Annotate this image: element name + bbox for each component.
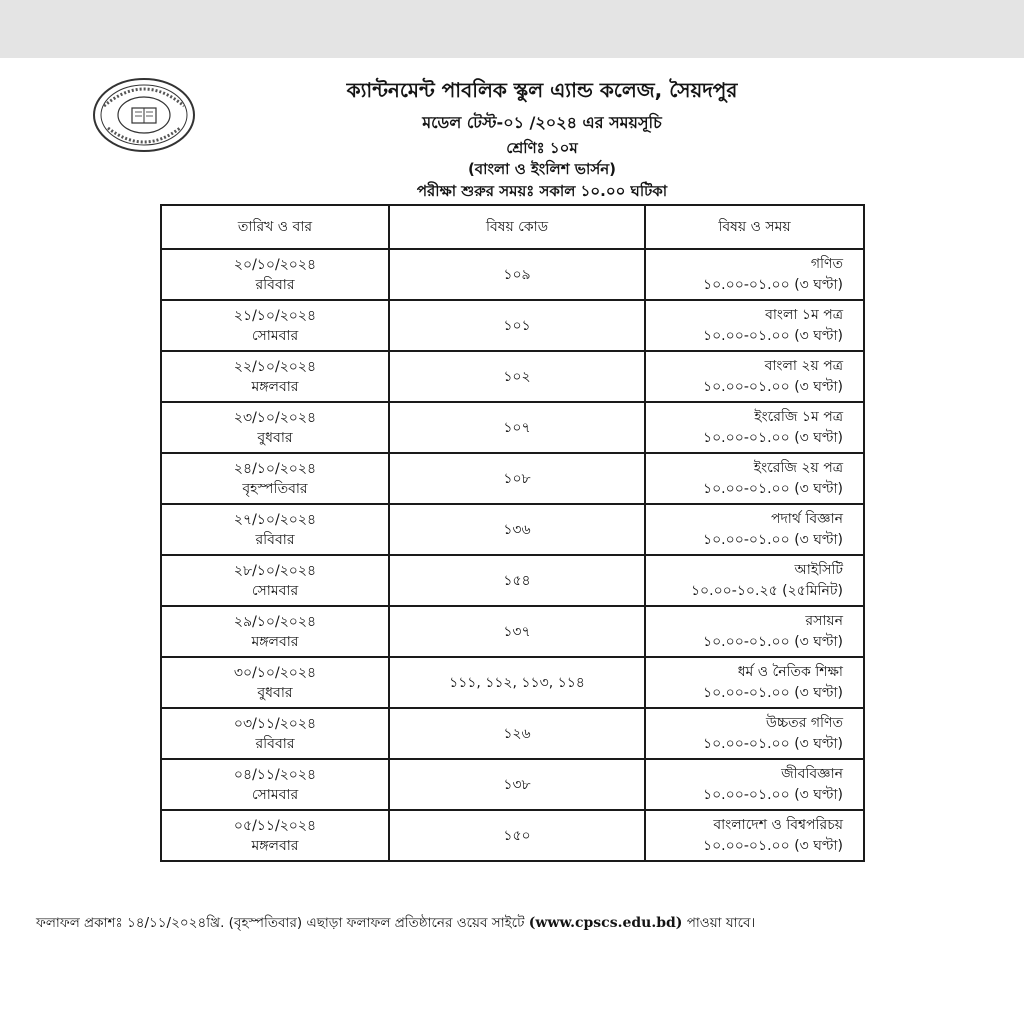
- exam-day: রবিবার: [255, 735, 295, 752]
- exam-day: মঙ্গলবার: [251, 633, 299, 650]
- column-header-date: তারিখ ও বার: [161, 205, 389, 249]
- date-cell: [161, 402, 389, 453]
- table-header-row: [161, 205, 864, 249]
- subject-name: জীববিজ্ঞান: [781, 765, 843, 782]
- date-cell: [161, 453, 389, 504]
- exam-duration: ১০.০০-১০.২৫ (২৫মিনিট): [690, 582, 843, 599]
- exam-date: ০৪/১১/২০২৪: [233, 766, 317, 783]
- exam-duration: ১০.০০-০১.০০ (৩ ঘণ্টা): [703, 276, 843, 293]
- subject-cell: [645, 249, 864, 300]
- subject-code: ১৩৭: [389, 606, 645, 657]
- table-row: [161, 351, 864, 402]
- footer-text-end: পাওয়া যাবে।: [682, 915, 756, 931]
- table-row: [161, 708, 864, 759]
- exam-duration: ১০.০০-০১.০০ (৩ ঘণ্টা): [703, 735, 843, 752]
- subject-cell: [645, 504, 864, 555]
- subject-cell: [645, 606, 864, 657]
- subject-cell: [645, 708, 864, 759]
- subject-code: ১২৬: [389, 708, 645, 759]
- exam-duration: ১০.০০-০১.০০ (৩ ঘণ্টা): [703, 633, 843, 650]
- subject-cell: [645, 351, 864, 402]
- table-row: [161, 249, 864, 300]
- table-row: [161, 504, 864, 555]
- subject-name: গণিত: [810, 255, 843, 272]
- exam-date: ২০/১০/২০২৪: [233, 256, 317, 273]
- subject-name: ইংরেজি ২য় পত্র: [753, 459, 843, 476]
- exam-duration: ১০.০০-০১.০০ (৩ ঘণ্টা): [703, 429, 843, 446]
- subject-name: উচ্চতর গণিত: [766, 714, 843, 731]
- table-row: [161, 657, 864, 708]
- subject-name: আইসিটি: [794, 561, 843, 578]
- exam-day: বুধবার: [257, 684, 293, 701]
- exam-day: সোমবার: [251, 582, 299, 599]
- date-cell: [161, 351, 389, 402]
- date-cell: [161, 657, 389, 708]
- subject-cell: [645, 453, 864, 504]
- table-row: [161, 300, 864, 351]
- version-label: (বাংলা ও ইংলিশ ভার্সন): [467, 160, 617, 178]
- subject-name: ধর্ম ও নৈতিক শিক্ষা: [737, 663, 843, 680]
- class-label: শ্রেণিঃ ১০ম: [506, 139, 578, 157]
- date-cell: [161, 759, 389, 810]
- exam-date: ২৩/১০/২০২৪: [233, 409, 317, 426]
- exam-day: রবিবার: [255, 531, 295, 548]
- table-row: [161, 759, 864, 810]
- date-cell: [161, 249, 389, 300]
- column-header-subject: বিষয় ও সময়: [645, 205, 864, 249]
- exam-duration: ১০.০০-০১.০০ (৩ ঘণ্টা): [703, 327, 843, 344]
- exam-schedule-table: [160, 204, 865, 862]
- table-row: [161, 555, 864, 606]
- exam-day: বুধবার: [257, 429, 293, 446]
- date-cell: [161, 708, 389, 759]
- table-row: [161, 606, 864, 657]
- subject-code: ১০৮: [389, 453, 645, 504]
- subject-name: বাংলা ২য় পত্র: [764, 357, 843, 374]
- table-row: [161, 402, 864, 453]
- date-cell: [161, 300, 389, 351]
- institution-title: ক্যান্টনমেন্ট পাবলিক স্কুল এ্যান্ড কলেজ, সৈয়দপুর: [346, 78, 738, 102]
- column-header-code: বিষয় কোড: [389, 205, 645, 249]
- exam-duration: ১০.০০-০১.০০ (৩ ঘণ্টা): [703, 531, 843, 548]
- exam-duration: ১০.০০-০১.০০ (৩ ঘণ্টা): [703, 378, 843, 395]
- exam-duration: ১০.০০-০১.০০ (৩ ঘণ্টা): [703, 786, 843, 803]
- date-cell: [161, 810, 389, 861]
- subject-cell: [645, 657, 864, 708]
- subject-name: ইংরেজি ১ম পত্র: [754, 408, 843, 425]
- subject-code: ১৩৮: [389, 759, 645, 810]
- footer-text: ফলাফল প্রকাশঃ ১৪/১১/২০২৪খ্রি. (বৃহস্পতিবার) এছাড়া ফলাফল প্রতিষ্ঠানের ওয়েব সাইটে: [36, 915, 529, 931]
- date-cell: [161, 504, 389, 555]
- exam-date: ০৩/১১/২০২৪: [233, 715, 317, 732]
- exam-date: ৩০/১০/২০২৪: [233, 664, 317, 681]
- subject-cell: [645, 759, 864, 810]
- subject-cell: [645, 555, 864, 606]
- subject-code: ১১১, ১১২, ১১৩, ১১৪: [389, 657, 645, 708]
- date-cell: [161, 555, 389, 606]
- subject-code: ১০৯: [389, 249, 645, 300]
- exam-date: ২৯/১০/২০২৪: [233, 613, 317, 630]
- exam-title: মডেল টেস্ট-০১ /২০২৪ এর সময়সূচি: [422, 113, 662, 132]
- subject-code: ১০২: [389, 351, 645, 402]
- subject-name: রসায়ন: [805, 612, 843, 629]
- date-cell: [161, 606, 389, 657]
- exam-day: মঙ্গলবার: [251, 378, 299, 395]
- result-publication-note: [36, 912, 996, 935]
- exam-day: বৃহস্পতিবার: [242, 480, 308, 497]
- subject-name: বাংলা ১ম পত্র: [765, 306, 843, 323]
- exam-duration: ১০.০০-০১.০০ (৩ ঘণ্টা): [703, 684, 843, 701]
- table-row: [161, 453, 864, 504]
- subject-code: ১৫০: [389, 810, 645, 861]
- exam-date: ২৮/১০/২০২৪: [233, 562, 317, 579]
- subject-code: ১০১: [389, 300, 645, 351]
- table-row: [161, 810, 864, 861]
- subject-cell: [645, 300, 864, 351]
- exam-start-time: পরীক্ষা শুরুর সময়ঃ সকাল ১০.০০ ঘটিকা: [416, 182, 668, 200]
- subject-name: পদার্থ বিজ্ঞান: [770, 510, 843, 527]
- exam-date: ২২/১০/২০২৪: [233, 358, 317, 375]
- exam-date: ২৪/১০/২০২৪: [233, 460, 317, 477]
- exam-day: সোমবার: [251, 327, 299, 344]
- exam-day: মঙ্গলবার: [251, 837, 299, 854]
- subject-code: ১৩৬: [389, 504, 645, 555]
- website-link[interactable]: (www.cpscs.edu.bd): [528, 915, 683, 931]
- exam-duration: ১০.০০-০১.০০ (৩ ঘণ্টা): [703, 480, 843, 497]
- subject-name: বাংলাদেশ ও বিশ্বপরিচয়: [713, 816, 843, 833]
- subject-cell: [645, 810, 864, 861]
- exam-day: সোমবার: [251, 786, 299, 803]
- subject-cell: [645, 402, 864, 453]
- exam-duration: ১০.০০-০১.০০ (৩ ঘণ্টা): [703, 837, 843, 854]
- exam-date: ২৭/১০/২০২৪: [233, 511, 317, 528]
- subject-code: ১৫৪: [389, 555, 645, 606]
- exam-date: ২১/১০/২০২৪: [233, 307, 317, 324]
- exam-date: ০৫/১১/২০২৪: [233, 817, 317, 834]
- subject-code: ১০৭: [389, 402, 645, 453]
- exam-day: রবিবার: [255, 276, 295, 293]
